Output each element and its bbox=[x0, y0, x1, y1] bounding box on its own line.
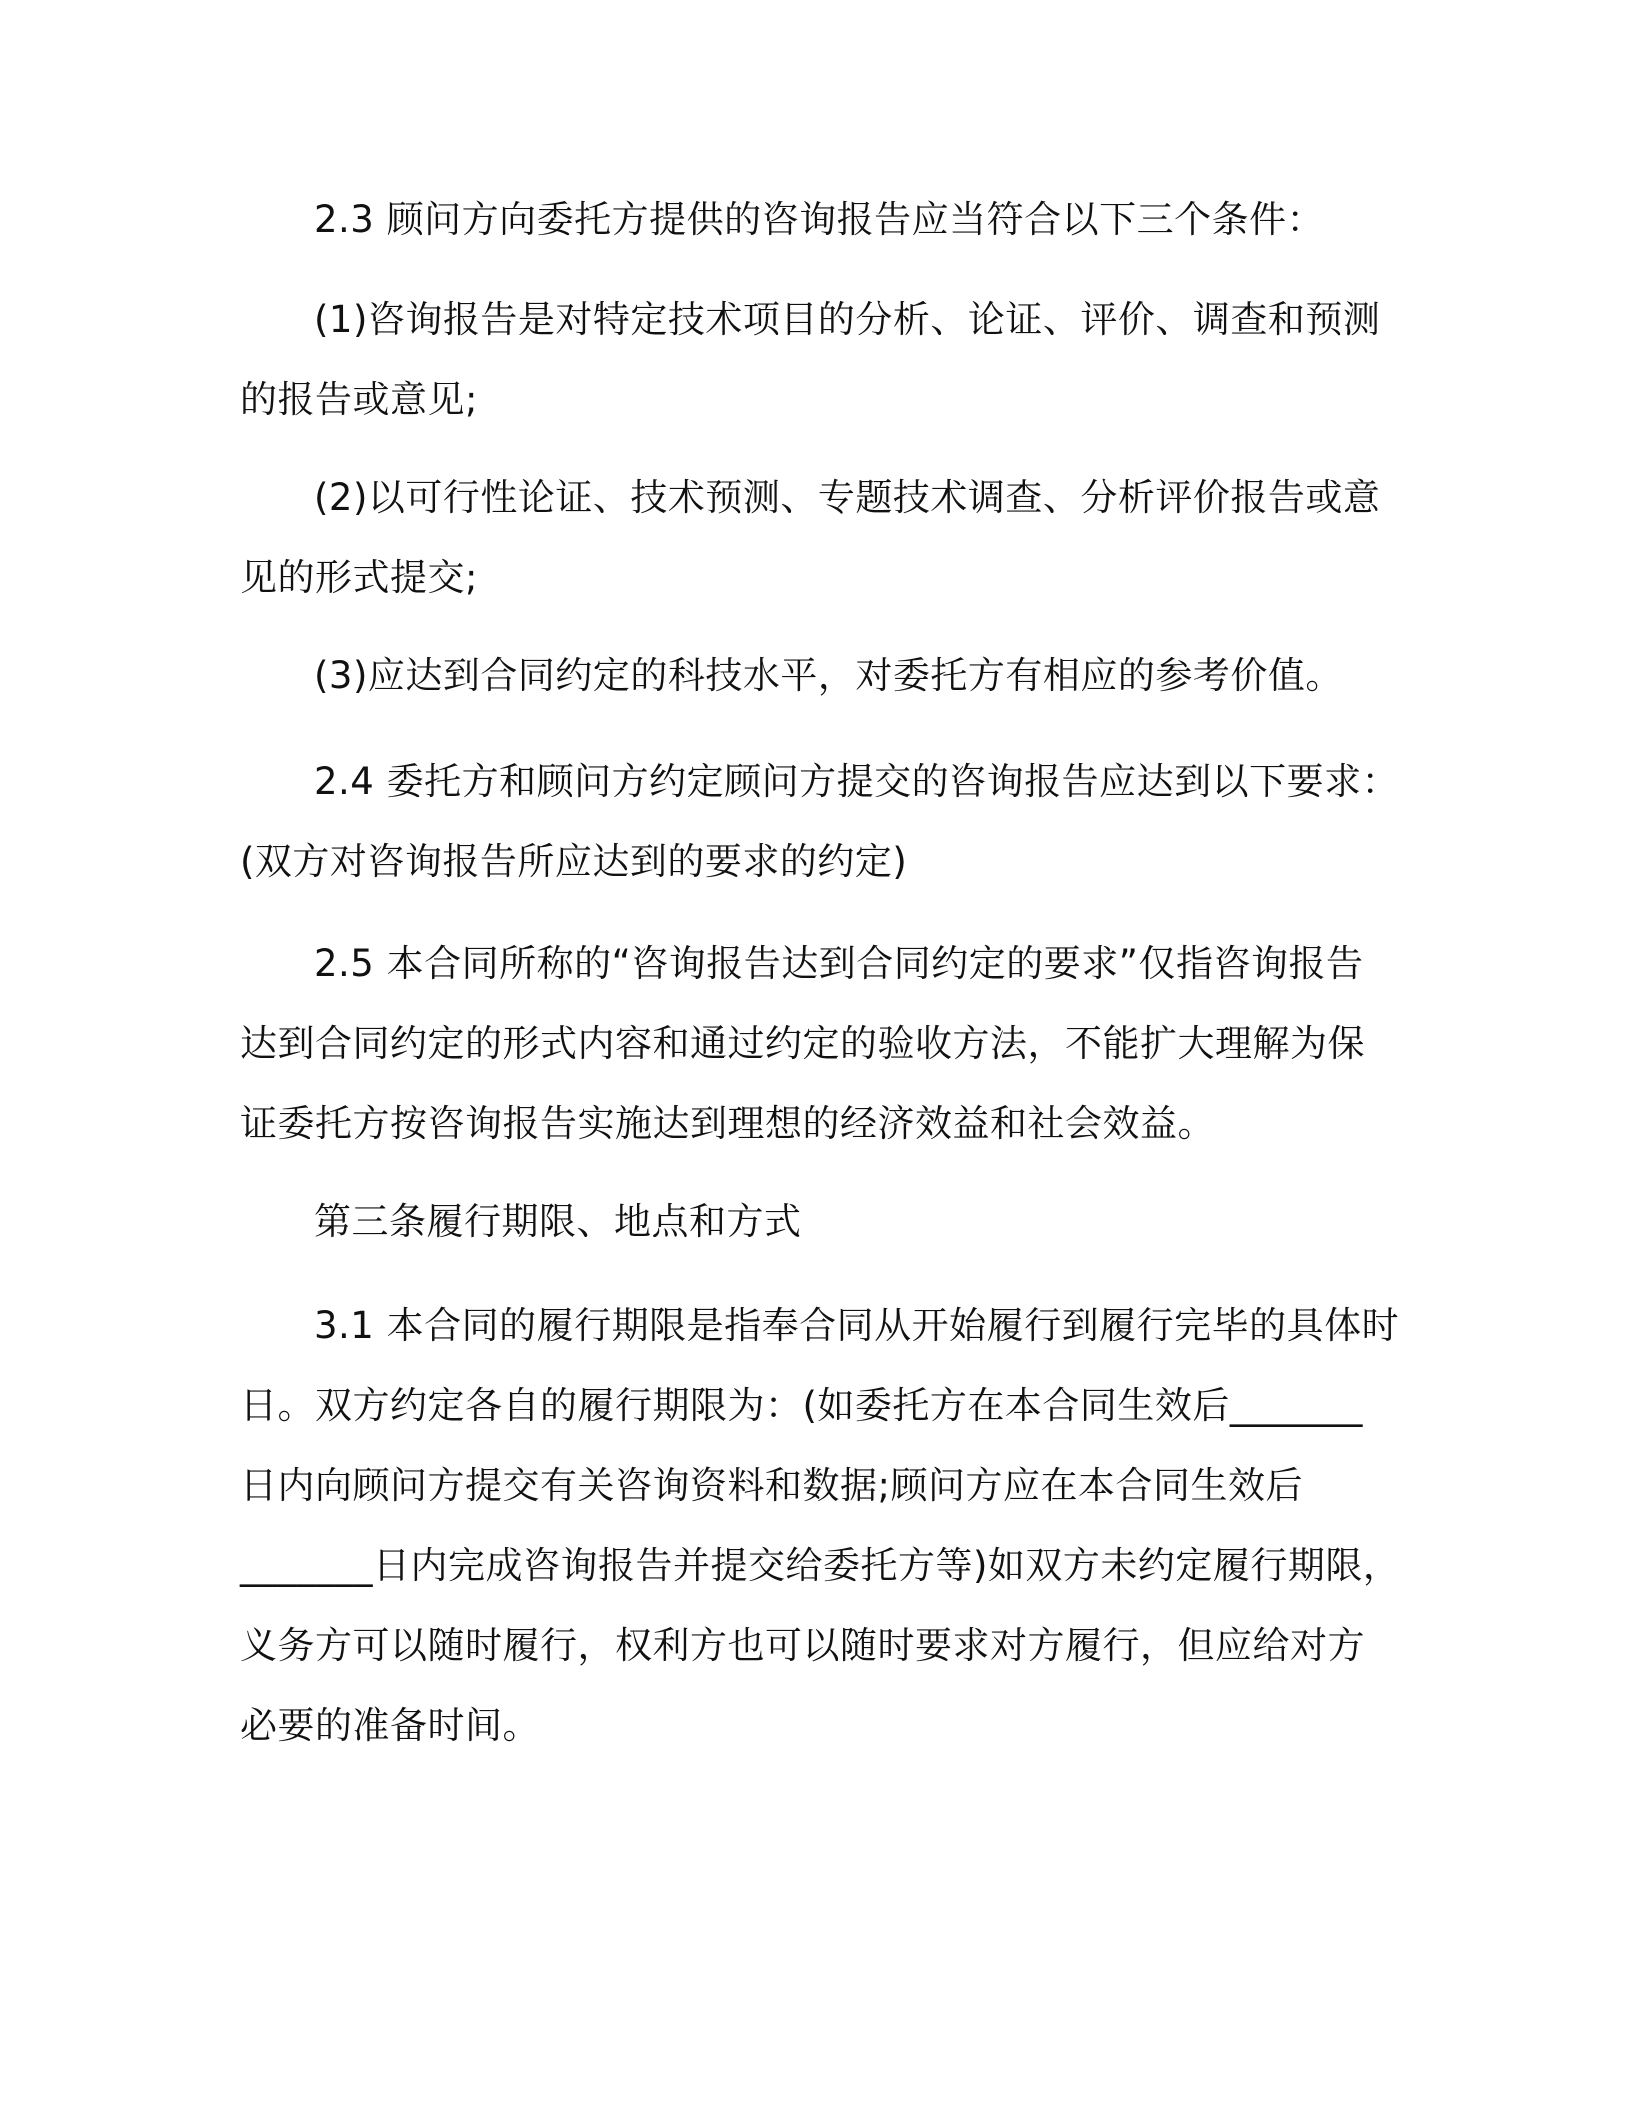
paragraph-line: 2.5 本合同所称的“咨询报告达到合同约定的要求”仅指咨询报告 bbox=[314, 942, 1364, 985]
paragraph-2-3 bbox=[240, 180, 1390, 260]
paragraph-line: 证委托方按咨询报告实施达到理想的经济效益和社会效益。 bbox=[240, 1102, 1215, 1145]
paragraph-2-5 bbox=[240, 924, 1390, 1164]
paragraph-line: (1)咨询报告是对特定技术项目的分析、论证、评价、调查和预测 bbox=[314, 298, 1381, 341]
paragraph-2-3-item-1 bbox=[240, 280, 1390, 440]
paragraph-line: (2)以可行性论证、技术预测、专题技术调查、分析评价报告或意 bbox=[314, 476, 1381, 519]
paragraph-2-3-item-2 bbox=[240, 458, 1390, 618]
paragraph-line: (双方对咨询报告所应达到的要求的约定) bbox=[240, 840, 908, 883]
paragraph-2-4 bbox=[240, 742, 1400, 902]
paragraph-line: 3.1 本合同的履行期限是指奉合同从开始履行到履行完毕的具体时 bbox=[314, 1304, 1400, 1347]
paragraph-line: 的报告或意见; bbox=[240, 378, 478, 421]
paragraph-line: _______日内完成咨询报告并提交给委托方等)如双方未约定履行期限， bbox=[240, 1544, 1401, 1587]
paragraph-line: 义务方可以随时履行，权利方也可以随时要求对方履行，但应给对方 bbox=[240, 1624, 1365, 1667]
paragraph-line: 2.4 委托方和顾问方约定顾问方提交的咨询报告应达到以下要求： bbox=[314, 760, 1400, 803]
article-3-heading bbox=[240, 1182, 1390, 1262]
paragraph-line: 第三条履行期限、地点和方式 bbox=[314, 1200, 802, 1243]
paragraph-2-3-item-3 bbox=[240, 636, 1390, 716]
paragraph-line: (3)应达到合同约定的科技水平，对委托方有相应的参考价值。 bbox=[314, 654, 1343, 697]
paragraph-line: 日。双方约定各自的履行期限为：(如委托方在本合同生效后_______ bbox=[240, 1384, 1363, 1427]
paragraph-3-1 bbox=[240, 1286, 1401, 1766]
paragraph-line: 必要的准备时间。 bbox=[240, 1704, 540, 1747]
paragraph-line: 达到合同约定的形式内容和通过约定的验收方法，不能扩大理解为保 bbox=[240, 1022, 1365, 1065]
paragraph-line: 2.3 顾问方向委托方提供的咨询报告应当符合以下三个条件： bbox=[314, 198, 1325, 241]
paragraph-line: 见的形式提交; bbox=[240, 556, 478, 599]
paragraph-line: 日内向顾问方提交有关咨询资料和数据;顾问方应在本合同生效后 bbox=[240, 1464, 1303, 1507]
